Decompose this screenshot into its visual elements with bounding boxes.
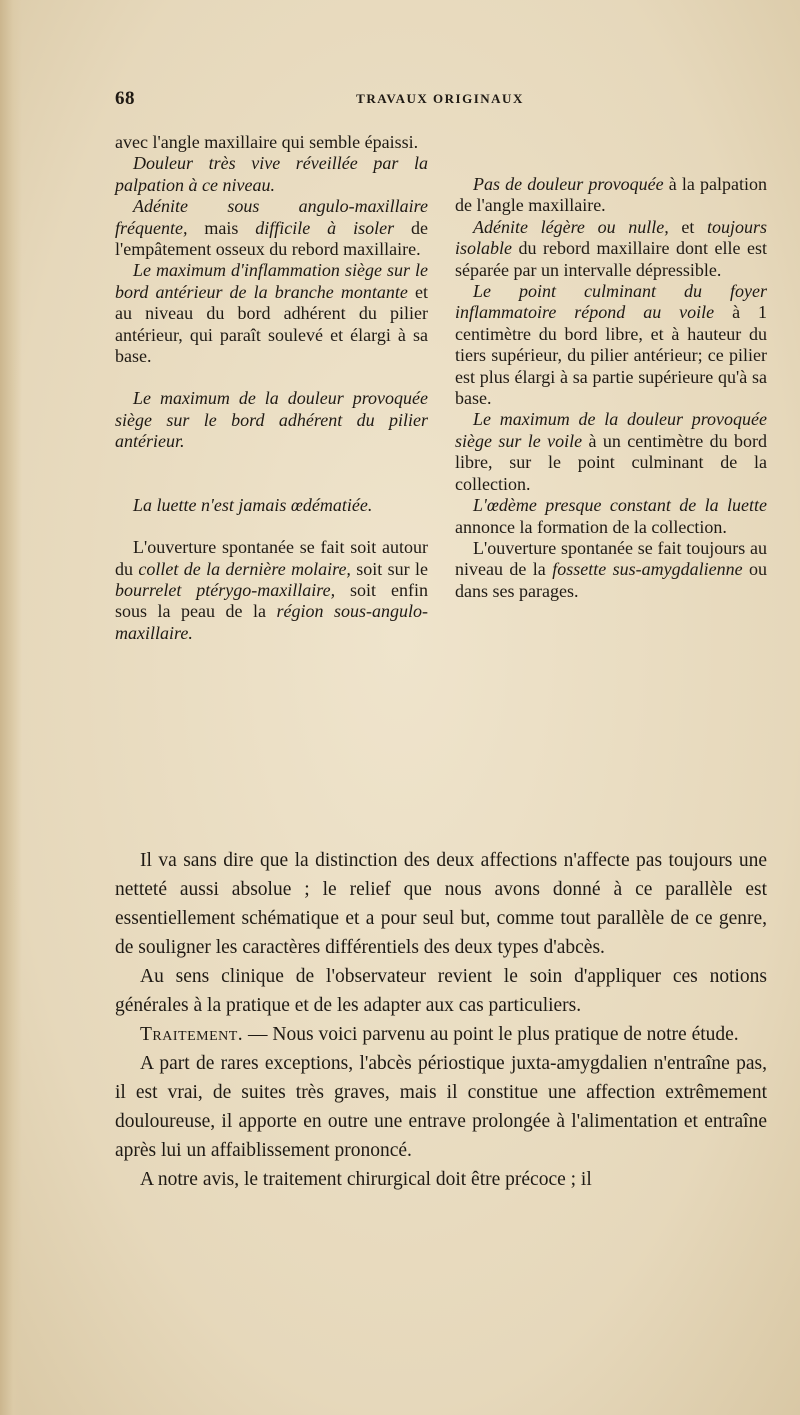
left-p4-text: et au niveau du bord adhérent du pilier antérieur, qui paraît soulevé et élargi à sa base.	[115, 281, 428, 367]
left-paragraph-3	[115, 196, 428, 260]
right-p6-text-b: ou dans ses parages.	[455, 559, 768, 601]
left-paragraph-4	[115, 260, 428, 367]
left-p6-italic: La luette n'est jamais œdématiée.	[133, 494, 373, 515]
right-p2-italic-b: toujours isolable	[455, 216, 767, 259]
left-column	[115, 132, 428, 644]
right-column	[455, 174, 767, 602]
left-p7-text-c: soit enfin sous la peau de la	[115, 579, 428, 622]
right-p6-italic: fossette sus-amygdalienne	[552, 559, 743, 580]
left-paragraph-6	[115, 495, 428, 516]
left-p7-text-b: soit sur le	[350, 558, 429, 579]
right-p6-text: L'ouverture spontanée se fait toujours au niveau de la	[455, 537, 767, 580]
left-p3-italic-a: Adénite sous angulo-maxillaire fréquente,	[115, 196, 428, 238]
right-p2-text-a: et	[668, 216, 707, 237]
body-paragraph-4: A part de rares exceptions, l'abcès périostique juxta-amygdalien n'entraîne pas, il est vrai, de suites très graves, mais il constitue une affection extrêmement douloureuse, il apporte en outre une entrave prolongée à l'alimentation et entraîne après lui un affaiblissement prononcé.	[115, 1053, 767, 1161]
right-paragraph-5	[455, 495, 767, 538]
left-paragraph-5	[115, 388, 428, 452]
right-paragraph-2	[455, 217, 767, 281]
page-edge-shadow	[0, 0, 22, 1415]
body-paragraph-2: Au sens clinique de l'observateur revient le soin d'appliquer ces notions générales à la pratique et de les adapter aux cas particuliers.	[115, 966, 767, 1016]
right-p5-text: annonce la formation de la collection.	[455, 516, 727, 537]
right-p5-italic: L'œdème presque constant de la luette	[473, 495, 767, 516]
left-paragraph-7	[115, 537, 428, 644]
right-paragraph-1	[455, 174, 767, 217]
left-paragraph-1: avec l'angle maxillaire qui semble épaissi.	[115, 132, 419, 152]
left-p5-italic: Le maximum de la douleur provoquée siège sur le bord adhérent du pilier antérieur.	[115, 388, 428, 452]
left-p7-italic-c: région sous-angulo-maxillaire.	[115, 601, 428, 643]
left-p7-italic-b: bourrelet ptérygo-maxillaire,	[115, 579, 336, 600]
right-paragraph-3	[455, 281, 767, 409]
section-label-traitement: Traitement.	[140, 1024, 244, 1045]
left-p3-text-b: de l'empâtement osseux du rebord maxillaire.	[115, 217, 428, 260]
left-p3-text-a: mais	[187, 217, 256, 238]
right-p2-italic-a: Adénite légère ou nulle,	[473, 216, 669, 237]
left-p4-italic: Le maximum d'inflammation siège sur le bord antérieur de la branche montante	[115, 260, 428, 302]
body-paragraph-1: Il va sans dire que la distinction des deux affections n'affecte pas toujours une netteté aussi absolue ; le relief que nous avons donné à ce parallèle est essentiellement schématique et a pour seul but, comme tout parallèle de ce genre, de souligner les caractères différentiels des deux types d'abcès.	[115, 850, 767, 958]
right-p1-italic: Pas de douleur provoquée	[473, 174, 664, 194]
body-paragraph-5: A notre avis, le traitement chirurgical doit être précoce ; il	[140, 1169, 592, 1190]
right-p1-text: à la palpation de l'angle maxillaire.	[455, 174, 767, 216]
left-p7-italic-a: collet de la dernière molaire,	[138, 558, 351, 579]
page-header	[115, 88, 765, 112]
body-paragraph-3	[115, 1020, 767, 1049]
left-paragraph-2	[115, 153, 428, 196]
right-p4-text: à un centimètre du bord libre, sur le point culminant de la collection.	[455, 430, 767, 494]
right-paragraph-6	[455, 538, 767, 602]
page-number: 68	[115, 88, 135, 109]
left-p3-italic-b: difficile à isoler	[255, 217, 395, 238]
right-paragraph-4	[455, 409, 767, 495]
running-head: TRAVAUX ORIGINAUX	[356, 91, 524, 106]
body-p3-text: — Nous voici parvenu au point le plus pratique de notre étude.	[243, 1024, 739, 1045]
right-p4-italic: Le maximum de la douleur provoquée siège sur le voile	[455, 409, 767, 451]
right-p3-italic: Le point culminant du foyer inflammatoire répond au voile	[455, 281, 767, 323]
left-p2-italic: Douleur très vive réveillée par la palpation à ce niveau.	[115, 153, 428, 195]
left-p7-text-a: L'ouverture spontanée se fait soit autour du	[115, 537, 428, 579]
right-p3-text: à 1 centimètre du bord libre, et à hauteur du tiers supérieur, du pilier antérieur; ce pilier est plus élargi à sa partie supérieure qu'à sa base.	[455, 302, 767, 409]
main-body	[115, 846, 767, 1194]
right-p2-text-b: du rebord maxillaire dont elle est séparée par un intervalle dépressible.	[455, 238, 767, 280]
